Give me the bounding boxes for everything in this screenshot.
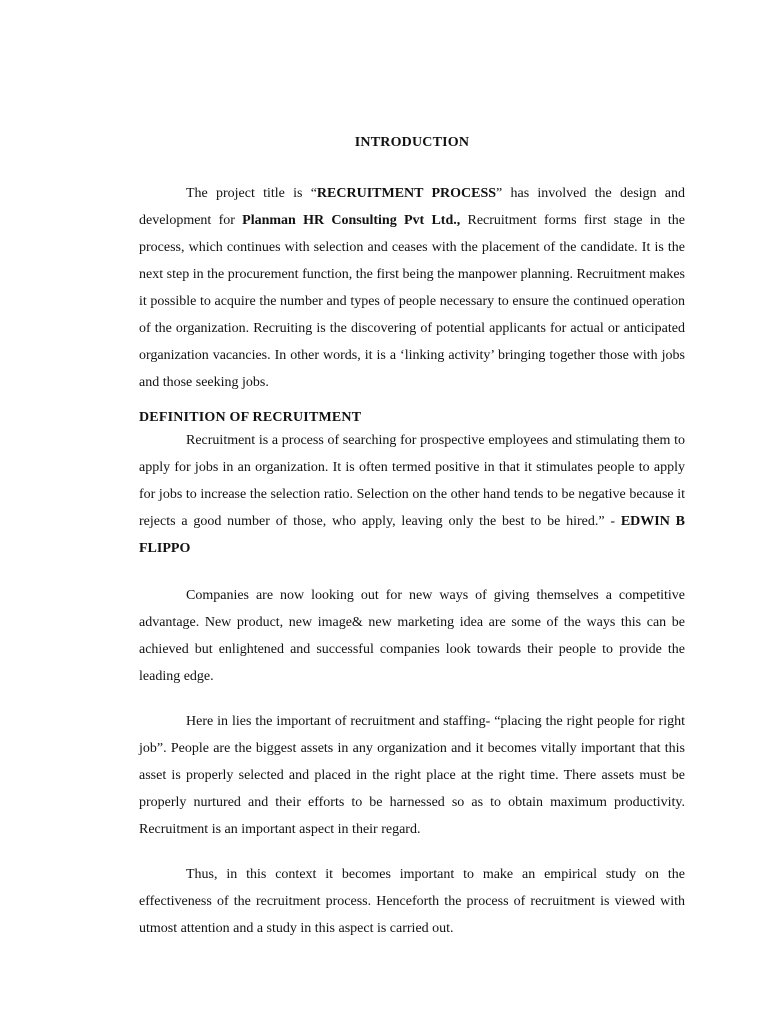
definition-text: Recruitment is a process of searching for prospective employees and stimulating them to apply for jobs in an organization. It is often termed positive in that it stimulates people to apply for jobs to increase the selection ratio. Selection on the other hand tends to be negative because it rejects a good number of those, who apply, leaving only the best to be hired.” - [139,433,685,529]
intro-text-a: The project title is “ [186,186,317,201]
page-title: INTRODUCTION [354,135,470,150]
definition-paragraph [139,427,685,562]
document-body [139,129,685,942]
company-name-bold: Planman HR Consulting Pvt Ltd., [242,213,461,228]
project-title-bold: RECRUITMENT PROCESS [316,186,497,201]
paragraph-spacer [139,843,685,861]
paragraph-spacer [139,690,685,708]
intro-text-b: ” has involved the design and development for [139,186,685,228]
definition-author: EDWIN B FLIPPO [139,514,685,556]
intro-text-c: Recruitment forms first stage in the process, which continues with selection and ceases with the placement of the candidate. It is the next step in the procurement function, the first being the manpower planning. Recruitment makes it possible to acquire the number and types of people necessary to ensure the continued operation of the organization. Recruiting is the discovering of potential applicants for actual or anticipated organization vacancies. In other words, it is a ‘linking activity’ bringing together those with jobs and those seeking jobs. [139,213,685,390]
intro-paragraph [139,180,685,396]
importance-paragraph: Here in lies the important of recruitment and staffing- “placing the right people for right job”. People are the biggest assets in any organization and it becomes vitally important that this asset is properly selected and placed in the right place at the right time. There assets must be properly nurtured and their efforts to be harnessed so as to obtain maximum productivity. Recruitment is an important aspect in their regard. [139,714,685,837]
companies-paragraph: Companies are now looking out for new ways of giving themselves a competitive advantage. New product, new image& new marketing idea are some of the ways this can be achieved but enlightened and successful companies look towards their people to provide the leading edge. [139,588,685,684]
paragraph-spacer [139,562,685,582]
definition-heading: DEFINITION OF RECRUITMENT [139,410,362,425]
conclusion-paragraph: Thus, in this context it becomes important to make an empirical study on the effectiveness of the recruitment process. Henceforth the process of recruitment is viewed with utmost attention and a study in this aspect is carried out. [139,867,685,936]
